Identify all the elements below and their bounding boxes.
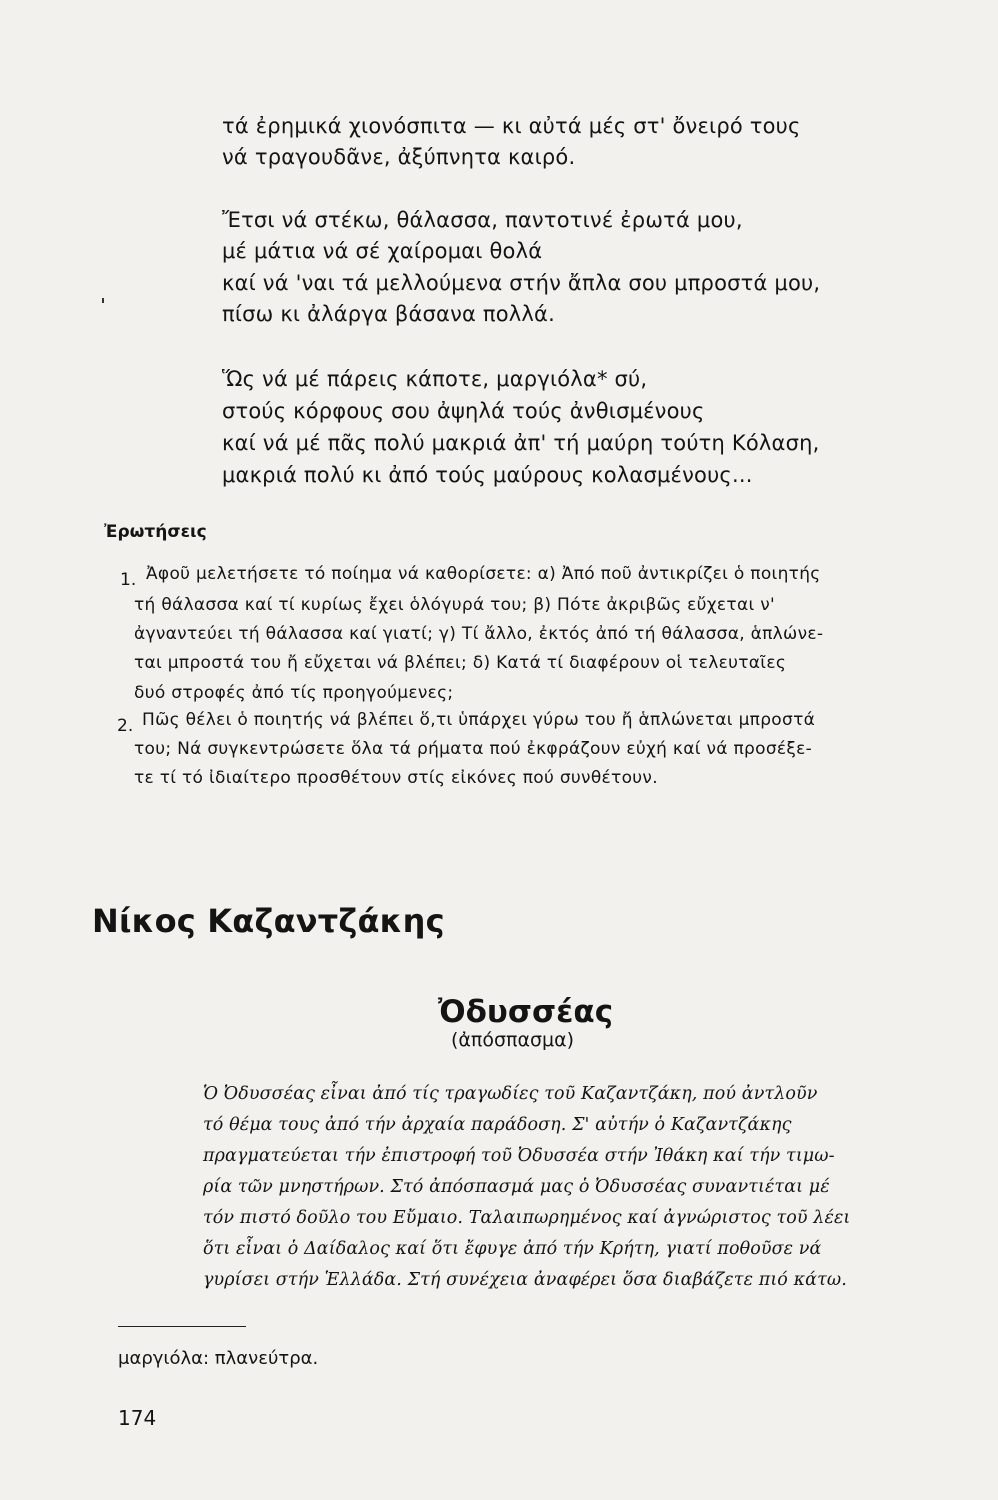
intro-line: πραγματεύεται τήν ἐπιστροφή τοῦ Ὀδυσσέα στήν Ἰθάκη καί τήν τιμω-: [203, 1146, 835, 1166]
question-line: ται μπροστά του ἤ εὔχεται νά βλέπει; δ) Κατά τί διαφέρουν οἱ τελευταῖες: [134, 653, 787, 673]
poem-line: Ὥς νά μέ πάρεις κάποτε, μαργιόλα* σύ,: [222, 367, 648, 391]
poem-line: πίσω κι ἀλάργα βάσανα πολλά.: [222, 302, 555, 326]
intro-line: ρία τῶν μνηστήρων. Στό ἀπόσπασμά μας ὁ Ὀδυσσέας συναντιέται μέ: [203, 1177, 830, 1197]
poem-line: καί νά 'ναι τά μελλούμενα στήν ἄπλα σου μπροστά μου,: [222, 271, 821, 295]
intro-line: Ὁ Ὀδυσσέας εἶναι ἀπό τίς τραγωδίες τοῦ Καζαντζάκη, πού ἀντλοῦν: [203, 1084, 818, 1104]
questions-heading: Ἐρωτήσεις: [104, 522, 207, 542]
poem-line: νά τραγουδᾶνε, ἀξύπνητα καιρό.: [222, 145, 576, 169]
intro-line: ὅτι εἶναι ὁ Δαίδαλος καί ὅτι ἔφυγε ἀπό τήν Κρήτη, γιατί ποθοῦσε νά: [203, 1239, 822, 1259]
page-number: 174: [118, 1406, 157, 1430]
question-line: του; Νά συγκεντρώσετε ὅλα τά ρήματα πού ἐκφράζουν εὐχή καί νά προσέξε-: [134, 739, 813, 759]
work-subtitle: (ἀπόσπασμα): [451, 1029, 575, 1051]
poem-line: μέ μάτια νά σέ χαίρομαι θολά: [222, 239, 543, 263]
question-line: τή θάλασσα καί τί κυρίως ἔχει ὁλόγυρά του; β) Πότε ἀκριβῶς εὔχεται ν': [134, 595, 775, 615]
footnote-divider: [118, 1326, 246, 1327]
question-line: Πῶς θέλει ὁ ποιητής νά βλέπει ὅ,τι ὑπάρχει γύρω του ἤ ἁπλώνεται μπροστά: [142, 710, 816, 730]
question-line: τε τί τό ἰδιαίτερο προσθέτουν στίς εἰκόνες πού συνθέτουν.: [134, 768, 658, 788]
question-line: ἀγναντεύει τή θάλασσα καί γιατί; γ) Τί ἄλλο, ἐκτός ἀπό τή θάλασσα, ἁπλώνε-: [134, 624, 824, 644]
question-number: 1.: [120, 570, 137, 590]
intro-line: γυρίσει στήν Ἑλλάδα. Στή συνέχεια ἀναφέρει ὅσα διαβάζετε πιό κάτω.: [203, 1270, 847, 1290]
poem-line: καί νά μέ πᾶς πολύ μακριά ἀπ' τή μαύρη τούτη Κόλαση,: [222, 431, 820, 455]
intro-line: τό θέμα τους ἀπό τήν ἀρχαία παράδοση. Σ' αὐτήν ὁ Καζαντζάκης: [203, 1115, 792, 1135]
intro-line: τόν πιστό δοῦλο του Εὔμαιο. Ταλαιπωρημένος καί ἀγνώριστος τοῦ λέει: [203, 1208, 851, 1228]
author-heading: Νίκος Καζαντζάκης: [92, 902, 445, 940]
poem-line: μακριά πολύ κι ἀπό τούς μαύρους κολασμένους...: [222, 463, 753, 487]
poem-line: τά ἐρημικά χιονόσπιτα — κι αὐτά μές στ' ὄνειρό τους: [222, 114, 801, 138]
work-title: Ὀδυσσέας: [438, 994, 614, 1030]
question-line: δυό στροφές ἀπό τίς προηγούμενες;: [134, 683, 454, 703]
question-line: Ἀφοῦ μελετήσετε τό ποίημα νά καθορίσετε: α) Ἀπό ποῦ ἀντικρίζει ὁ ποιητής: [146, 564, 821, 584]
margin-mark: [102, 298, 104, 303]
poem-line: στούς κόρφους σου ἀψηλά τούς ἀνθισμένους: [222, 399, 705, 423]
footnote: μαργιόλα: πλανεύτρα.: [118, 1348, 319, 1369]
poem-line: Ἔτσι νά στέκω, θάλασσα, παντοτινέ ἐρωτά μου,: [222, 208, 743, 232]
question-number: 2.: [117, 716, 134, 736]
